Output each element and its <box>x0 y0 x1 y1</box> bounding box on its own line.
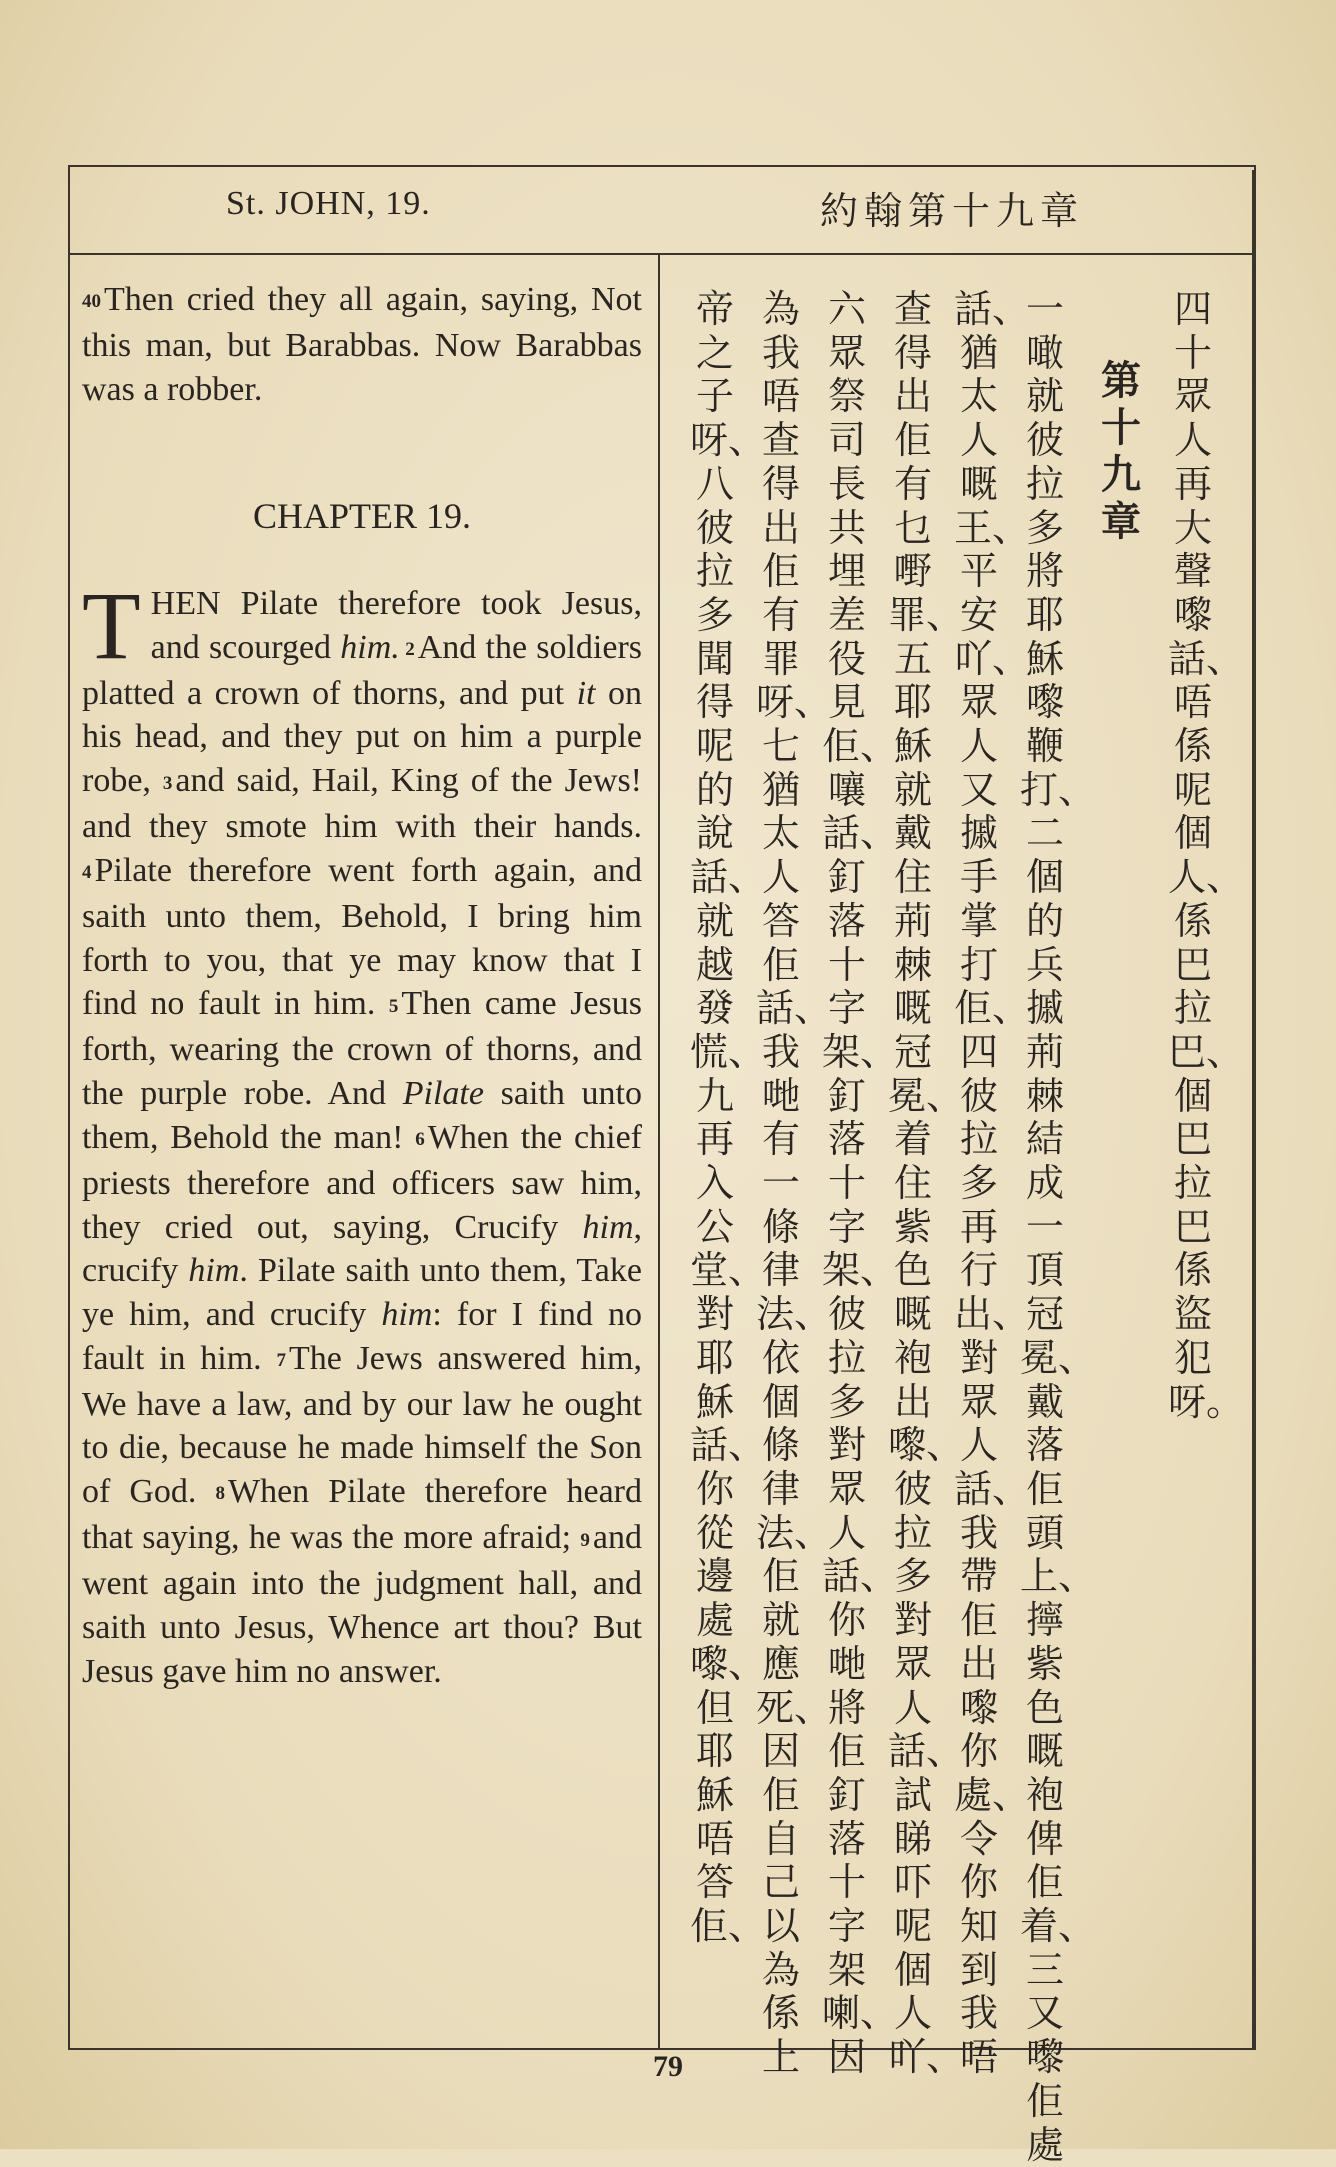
verse-number: 6 <box>415 1129 425 1151</box>
english-verse-40 <box>82 278 642 411</box>
verse-number: 2 <box>399 639 415 661</box>
verse-number: 40 <box>82 291 101 313</box>
verse-text: Pilate therefore went forth again, and saith unto them, Behold, I bring him forth to you, that ye may know that I find no fault in him. <box>82 851 642 1023</box>
italic-word: it <box>576 674 596 712</box>
english-chapter-text <box>82 572 643 1693</box>
verse-number: 4 <box>82 862 92 884</box>
chinese-column: 查得出佢有乜嘢罪、五耶穌就戴住荊棘嘅冠冕、着住紫色嘅袍出嚟、彼拉多對眾人話、試睇吓呢個人吖、 <box>888 287 965 2080</box>
italic-word: him <box>188 1252 240 1290</box>
chinese-chapter-heading: 第十九章 <box>1101 358 1141 545</box>
verse-text: Then came Jesus forth, wearing the crown of thorns, and the purple robe. And <box>82 985 642 1113</box>
running-head-chinese: 約翰第十九章 <box>820 189 1085 233</box>
verse-text: on his head, and they put on him a purple robe, <box>82 674 643 800</box>
verse-number: 8 <box>215 1483 225 1505</box>
verse-text: and said, Hail, King of the Jews! and they smote him with their hands. <box>82 762 642 846</box>
chinese-column: 話、猶太人嘅王、平安吖、眾人又摵手掌打佢、四彼拉多再行出、對眾人話、我帶佢出嚟你處、令你知到我唔 <box>954 287 1031 2080</box>
chinese-column: 一噉就彼拉多將耶穌嚟鞭打、二個的兵摵荊棘結成一頂冠冕、戴落佢頭上、擰紫色嘅袍俾佢着、三又嚟佢處 <box>1020 287 1097 2167</box>
chinese-column: 四十眾人再大聲嚟話、唔係呢個人、係巴拉巴、個巴拉巴係盜犯呀。 <box>1168 287 1245 1424</box>
verse-number: 3 <box>162 772 173 794</box>
verse-text: . Pilate saith unto them, Take ye him, and crucify <box>82 1252 642 1333</box>
verse-text: HEN Pilate therefore took Jesus, and scourged <box>150 585 642 666</box>
verse-text: : for I find no fault in him. <box>82 1295 642 1377</box>
verse-text: The Jews answered him, We have a law, and by our law he ought to die, because he made himself the Son of God. <box>82 1339 642 1511</box>
verse-number: 9 <box>580 1529 590 1551</box>
chinese-column: 帝之子呀、八彼拉多聞得呢的說話、就越發慌、九再入公堂、對耶穌話、你從邊處嚟、但耶穌唔答佢、 <box>690 287 767 1949</box>
verse-text: When the chief priests therefore and officers saw him, they cried out, saying, Crucify <box>82 1118 642 1246</box>
column-divider <box>658 253 660 2050</box>
chinese-column: 為我唔查得出佢有罪呀、七猶太人答佢話、我哋有一條律法、依個條律法、佢就應死、因佢自己以為係上 <box>756 287 833 2080</box>
drop-cap: T <box>82 572 141 679</box>
running-head-english: St. JOHN, 19. <box>226 185 431 222</box>
verse-text: Then cried they all again, saying, Not this man, but Barabbas. Now Barabbas was a robber. <box>82 281 642 408</box>
verse-number: 5 <box>388 995 399 1017</box>
verse-text: saith unto them, Behold the man! <box>82 1075 642 1156</box>
verse-text: And the soldiers platted a crown of thorns, and put <box>82 628 643 712</box>
page-number: 79 <box>653 2050 683 2083</box>
verse-text: When Pilate therefore heard that saying, he was the more afraid; <box>82 1473 642 1557</box>
italic-word: him <box>582 1208 634 1246</box>
verse-text: , crucify <box>82 1208 642 1290</box>
italic-word: him <box>381 1295 433 1333</box>
italic-word: Pilate <box>402 1075 484 1113</box>
chapter-title: CHAPTER 19. <box>252 496 472 536</box>
verse-number: 7 <box>276 1350 286 1372</box>
chinese-column: 六眾祭司長共埋差役見佢、嚷話、釘落十字架、釘落十字架、彼拉多對眾人話、你哋將佢釘落十字架喇、因 <box>822 287 899 2080</box>
header-rule <box>68 253 1256 255</box>
verse-text: and went again into the judgment hall, and saith unto Jesus, Whence art thou? But Jesus gave him no answer. <box>82 1519 642 1690</box>
right-border <box>1252 170 1254 2050</box>
italic-word: him. <box>340 628 400 666</box>
